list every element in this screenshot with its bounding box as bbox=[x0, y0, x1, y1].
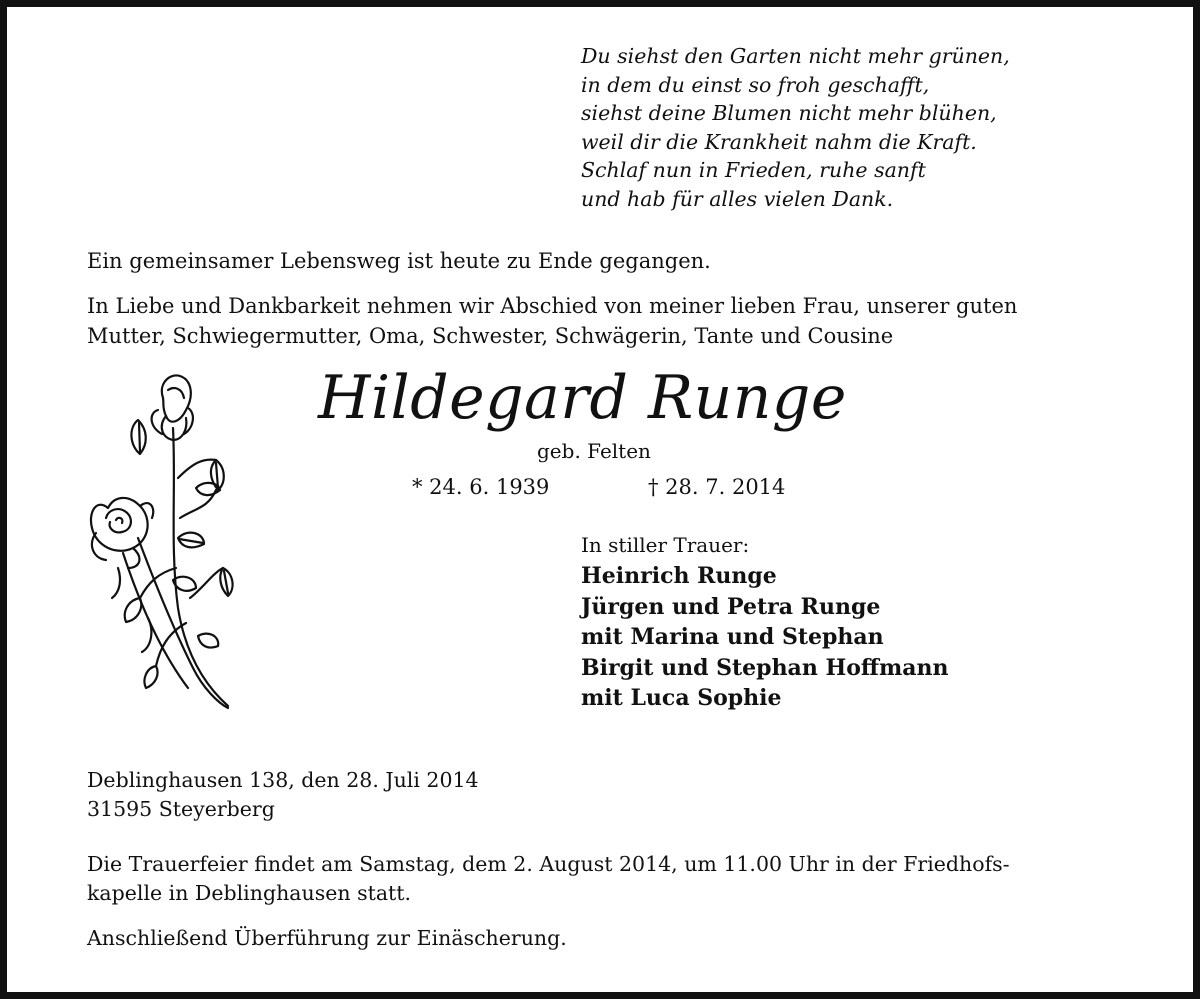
maiden-name: geb. Felten bbox=[537, 439, 651, 463]
poem-line: Schlaf nun in Frieden, ruhe sanft bbox=[581, 158, 926, 183]
rose-icon bbox=[78, 368, 248, 718]
ceremony-text bbox=[87, 850, 1010, 908]
farewell-line: Mutter, Schwiegermutter, Oma, Schwester, Schwägerin, Tante und Cousine bbox=[87, 324, 894, 348]
mourners-list bbox=[581, 561, 949, 714]
poem-line: Du siehst den Garten nicht mehr grünen, bbox=[581, 44, 1010, 68]
transfer-text: Anschließend Überführung zur Einäscherung. bbox=[87, 926, 567, 950]
address-line: 31595 Steyerberg bbox=[87, 797, 275, 821]
mourner-name: mit Marina und Stephan bbox=[581, 624, 884, 651]
death-date: † 28. 7. 2014 bbox=[648, 475, 786, 499]
address-line: Deblinghausen 138, den 28. Juli 2014 bbox=[87, 768, 479, 792]
mourner-name: Jürgen und Petra Runge bbox=[581, 593, 881, 620]
poem-line: und hab für alles vielen Dank. bbox=[581, 186, 894, 211]
ceremony-line: Die Trauerfeier findet am Samstag, dem 2. August 2014, um 11.00 Uhr in der Friedhofs- bbox=[87, 852, 1010, 876]
birth-date: * 24. 6. 1939 bbox=[412, 475, 550, 499]
poem-line: in dem du einst so froh geschafft, bbox=[581, 72, 930, 97]
intro-text: Ein gemeinsamer Lebensweg ist heute zu Ende gegangen. bbox=[87, 249, 711, 273]
mourner-name: mit Luca Sophie bbox=[581, 685, 782, 712]
farewell-text bbox=[87, 291, 1017, 351]
poem-line: weil dir die Krankheit nahm die Kraft. bbox=[581, 129, 977, 154]
mourning-label: In stiller Trauer: bbox=[581, 533, 750, 557]
mourner-name: Heinrich Runge bbox=[581, 563, 777, 589]
poem bbox=[581, 42, 1010, 214]
poem-line: siehst deine Blumen nicht mehr blühen, bbox=[581, 101, 997, 126]
address-block bbox=[87, 766, 479, 824]
deceased-name: Hildegard Runge bbox=[318, 363, 847, 433]
ceremony-line: kapelle in Deblinghausen statt. bbox=[87, 881, 412, 905]
mourner-name: Birgit und Stephan Hoffmann bbox=[581, 654, 949, 681]
farewell-line: In Liebe und Dankbarkeit nehmen wir Abschied von meiner lieben Frau, unserer guten bbox=[87, 294, 1018, 318]
